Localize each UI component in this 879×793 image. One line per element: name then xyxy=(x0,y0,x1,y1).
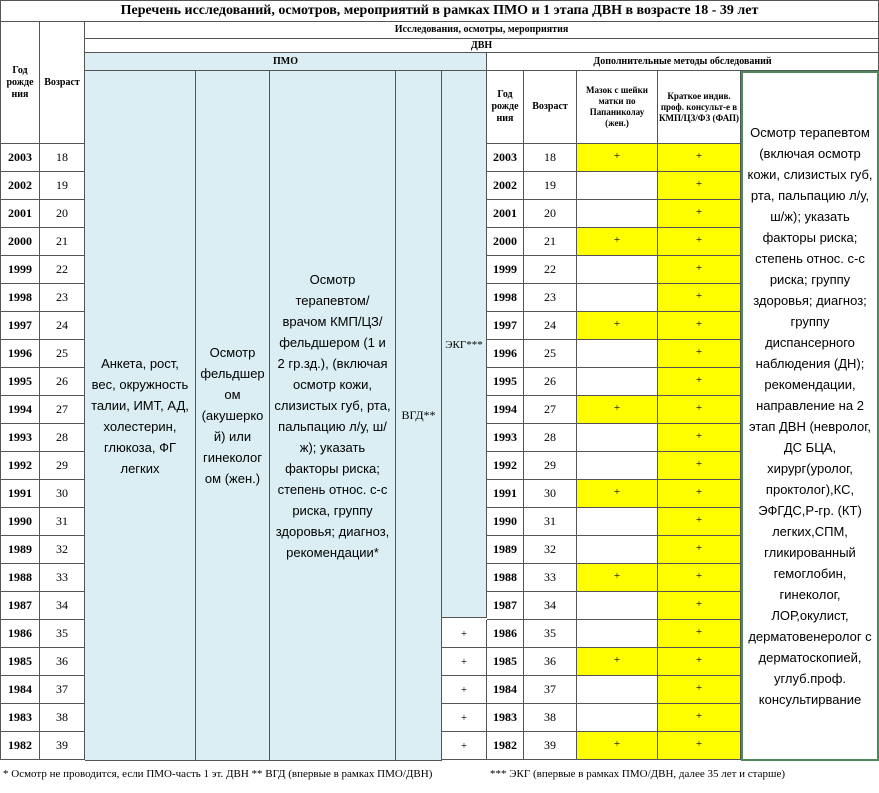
year-cell: 1987 xyxy=(0,592,40,620)
year-cell: 1982 xyxy=(0,732,40,760)
year-cell: 2000 xyxy=(0,228,40,256)
age-cell: 30 xyxy=(40,480,85,508)
year-cell: 2001 xyxy=(0,200,40,228)
year-cell: 1985 xyxy=(0,648,40,676)
smear-cell xyxy=(577,368,658,396)
year-cell: 1983 xyxy=(0,704,40,732)
consult-cell: + xyxy=(658,172,741,200)
consult-cell: + xyxy=(658,620,741,648)
age-cell: 31 xyxy=(524,508,577,536)
year-cell: 1990 xyxy=(0,508,40,536)
consult-cell: + xyxy=(658,452,741,480)
smear-cell xyxy=(577,256,658,284)
smear-cell: + xyxy=(577,144,658,172)
footer-note-1: * Осмотр не проводится, если ПМО-часть 1 эт. ДВН ** ВГД (впервые в рамках ПМО/ДВН) xyxy=(3,768,433,780)
consult-cell: + xyxy=(658,536,741,564)
year-cell: 1989 xyxy=(0,536,40,564)
age-cell: 35 xyxy=(40,620,85,648)
smear-cell: + xyxy=(577,396,658,424)
header-consult: Краткое индив. проф. консульт-е в КМП/ЦЗ/ФЗ (ФАП) xyxy=(658,71,741,144)
age-cell: 25 xyxy=(524,340,577,368)
header-age-left: Возраст xyxy=(40,22,85,144)
ekg-plus: + xyxy=(442,676,487,704)
pmo-feldsher-column: Осмотр фельдшер ом (акушерко й) или гинеколог ом (жен.) xyxy=(196,71,270,761)
ekg-plus: + xyxy=(442,704,487,732)
pmo-anketa-column: Анкета, рост, вес, окружность талии, ИМТ, АД, холестерин, глюкоза, ФГ легких xyxy=(85,71,196,761)
header-smear: Мазок с шейки матки по Папаниколау (жен.) xyxy=(577,71,658,144)
age-cell: 35 xyxy=(524,620,577,648)
consult-cell: + xyxy=(658,228,741,256)
age-cell: 18 xyxy=(524,144,577,172)
year-cell: 1999 xyxy=(0,256,40,284)
header-dvn: ДВН xyxy=(85,39,879,53)
year-cell: 2003 xyxy=(487,144,524,172)
year-cell: 1983 xyxy=(487,704,524,732)
consult-cell: + xyxy=(658,480,741,508)
year-cell: 1993 xyxy=(487,424,524,452)
year-cell: 1995 xyxy=(0,368,40,396)
age-cell: 20 xyxy=(40,200,85,228)
header-extra-methods: Дополнительные методы обследований xyxy=(487,53,879,71)
age-cell: 21 xyxy=(524,228,577,256)
age-cell: 32 xyxy=(40,536,85,564)
smear-cell xyxy=(577,676,658,704)
year-cell: 2001 xyxy=(487,200,524,228)
age-cell: 19 xyxy=(524,172,577,200)
age-cell: 19 xyxy=(40,172,85,200)
age-cell: 23 xyxy=(524,284,577,312)
smear-cell: + xyxy=(577,564,658,592)
year-cell: 1992 xyxy=(487,452,524,480)
age-cell: 18 xyxy=(40,144,85,172)
consult-cell: + xyxy=(658,340,741,368)
age-cell: 25 xyxy=(40,340,85,368)
age-cell: 27 xyxy=(40,396,85,424)
age-cell: 33 xyxy=(524,564,577,592)
consult-cell: + xyxy=(658,312,741,340)
year-cell: 2002 xyxy=(487,172,524,200)
smear-cell: + xyxy=(577,648,658,676)
year-cell: 1988 xyxy=(487,564,524,592)
age-cell: 26 xyxy=(40,368,85,396)
year-cell: 1996 xyxy=(487,340,524,368)
age-cell: 27 xyxy=(524,396,577,424)
consult-cell: + xyxy=(658,564,741,592)
age-cell: 36 xyxy=(524,648,577,676)
year-cell: 2003 xyxy=(0,144,40,172)
header-pmo: ПМО xyxy=(85,53,487,71)
age-cell: 23 xyxy=(40,284,85,312)
age-cell: 21 xyxy=(40,228,85,256)
age-cell: 24 xyxy=(40,312,85,340)
age-cell: 38 xyxy=(524,704,577,732)
year-cell: 1994 xyxy=(487,396,524,424)
age-cell: 34 xyxy=(40,592,85,620)
age-cell: 36 xyxy=(40,648,85,676)
consult-cell: + xyxy=(658,704,741,732)
smear-cell xyxy=(577,340,658,368)
age-cell: 39 xyxy=(524,732,577,760)
pmo-therapist-column: Осмотр терапевтом/ врачом КМП/ЦЗ/ фельдшером (1 и 2 гр.зд.), (включая осмотр кожи, слизистых губ, рта, пальпацию л/у, ш/ж); указать факторы риска; степень относ. с-с риска, группу здоровья; диагноз, рекомендации* xyxy=(270,71,396,761)
smear-cell xyxy=(577,284,658,312)
consult-cell: + xyxy=(658,648,741,676)
page-title: Перечень исследований, осмотров, мероприятий в рамках ПМО и 1 этапа ДВН в возрасте 18 - 39 лет xyxy=(0,0,879,22)
age-cell: 22 xyxy=(40,256,85,284)
pmo-vgd-column: ВГД** xyxy=(396,71,442,761)
smear-cell xyxy=(577,620,658,648)
smear-cell: + xyxy=(577,312,658,340)
consult-cell: + xyxy=(658,592,741,620)
age-cell: 33 xyxy=(40,564,85,592)
smear-cell xyxy=(577,592,658,620)
ekg-plus: + xyxy=(442,648,487,676)
year-cell: 1986 xyxy=(487,620,524,648)
year-cell: 1989 xyxy=(487,536,524,564)
year-cell: 1997 xyxy=(0,312,40,340)
smear-cell xyxy=(577,704,658,732)
year-cell: 1997 xyxy=(487,312,524,340)
age-cell: 20 xyxy=(524,200,577,228)
age-cell: 28 xyxy=(40,424,85,452)
year-cell: 1987 xyxy=(487,592,524,620)
smear-cell xyxy=(577,536,658,564)
consult-cell: + xyxy=(658,676,741,704)
smear-cell xyxy=(577,172,658,200)
age-cell: 31 xyxy=(40,508,85,536)
year-cell: 1988 xyxy=(0,564,40,592)
footer-note-2: *** ЭКГ (впервые в рамках ПМО/ДВН, далее 35 лет и старше) xyxy=(490,768,786,780)
age-cell: 34 xyxy=(524,592,577,620)
ekg-divider xyxy=(442,617,487,618)
year-cell: 2002 xyxy=(0,172,40,200)
age-cell: 37 xyxy=(524,676,577,704)
smear-cell: + xyxy=(577,228,658,256)
smear-cell xyxy=(577,452,658,480)
year-cell: 1994 xyxy=(0,396,40,424)
year-cell: 1990 xyxy=(487,508,524,536)
year-cell: 1986 xyxy=(0,620,40,648)
age-cell: 29 xyxy=(524,452,577,480)
year-cell: 1998 xyxy=(0,284,40,312)
consult-cell: + xyxy=(658,508,741,536)
header-studies: Исследования, осмотры, мероприятия xyxy=(85,22,879,39)
smear-cell: + xyxy=(577,480,658,508)
smear-cell xyxy=(577,508,658,536)
header-year-left: Год рожде ния xyxy=(0,22,40,144)
year-cell: 1984 xyxy=(0,676,40,704)
year-cell: 1996 xyxy=(0,340,40,368)
consult-cell: + xyxy=(658,396,741,424)
year-cell: 1991 xyxy=(487,480,524,508)
therapist-dvn-block: Осмотр терапевтом (включая осмотр кожи, слизистых губ, рта, пальпацию л/у, ш/ж); указать факторы риска; степень относ. с-с риска; группу здоровья; диагноз; группу диспансерного наблюдения (ДН); рекомендации, направление на 2 этап ДВН (невролог, ДС БЦА, хирург(уролог, проктолог),КС, ЭФГДС,Р-гр. (КТ) легких,СПМ, гликированный гемоглобин, гинеколог, ЛОР,окулист, дерматовенеролог с дерматоскопией, углуб.проф. консультирвание xyxy=(741,71,879,761)
year-cell: 1991 xyxy=(0,480,40,508)
year-cell: 1985 xyxy=(487,648,524,676)
smear-cell: + xyxy=(577,732,658,760)
year-cell: 1992 xyxy=(0,452,40,480)
year-cell: 1993 xyxy=(0,424,40,452)
age-cell: 22 xyxy=(524,256,577,284)
age-cell: 24 xyxy=(524,312,577,340)
consult-cell: + xyxy=(658,424,741,452)
year-cell: 1984 xyxy=(487,676,524,704)
age-cell: 28 xyxy=(524,424,577,452)
age-cell: 32 xyxy=(524,536,577,564)
consult-cell: + xyxy=(658,200,741,228)
age-cell: 39 xyxy=(40,732,85,760)
smear-cell xyxy=(577,424,658,452)
smear-cell xyxy=(577,200,658,228)
year-cell: 1999 xyxy=(487,256,524,284)
age-cell: 26 xyxy=(524,368,577,396)
header-age-right: Возраст xyxy=(524,71,577,144)
ekg-plus: + xyxy=(442,732,487,760)
consult-cell: + xyxy=(658,732,741,760)
year-cell: 2000 xyxy=(487,228,524,256)
consult-cell: + xyxy=(658,368,741,396)
year-cell: 1998 xyxy=(487,284,524,312)
year-cell: 1995 xyxy=(487,368,524,396)
age-cell: 38 xyxy=(40,704,85,732)
age-cell: 37 xyxy=(40,676,85,704)
consult-cell: + xyxy=(658,284,741,312)
pmo-ekg-column: ЭКГ*** xyxy=(442,71,487,618)
year-cell: 1982 xyxy=(487,732,524,760)
age-cell: 29 xyxy=(40,452,85,480)
header-year-right: Год рожде ния xyxy=(487,71,524,144)
age-cell: 30 xyxy=(524,480,577,508)
ekg-plus: + xyxy=(442,620,487,648)
consult-cell: + xyxy=(658,144,741,172)
consult-cell: + xyxy=(658,256,741,284)
